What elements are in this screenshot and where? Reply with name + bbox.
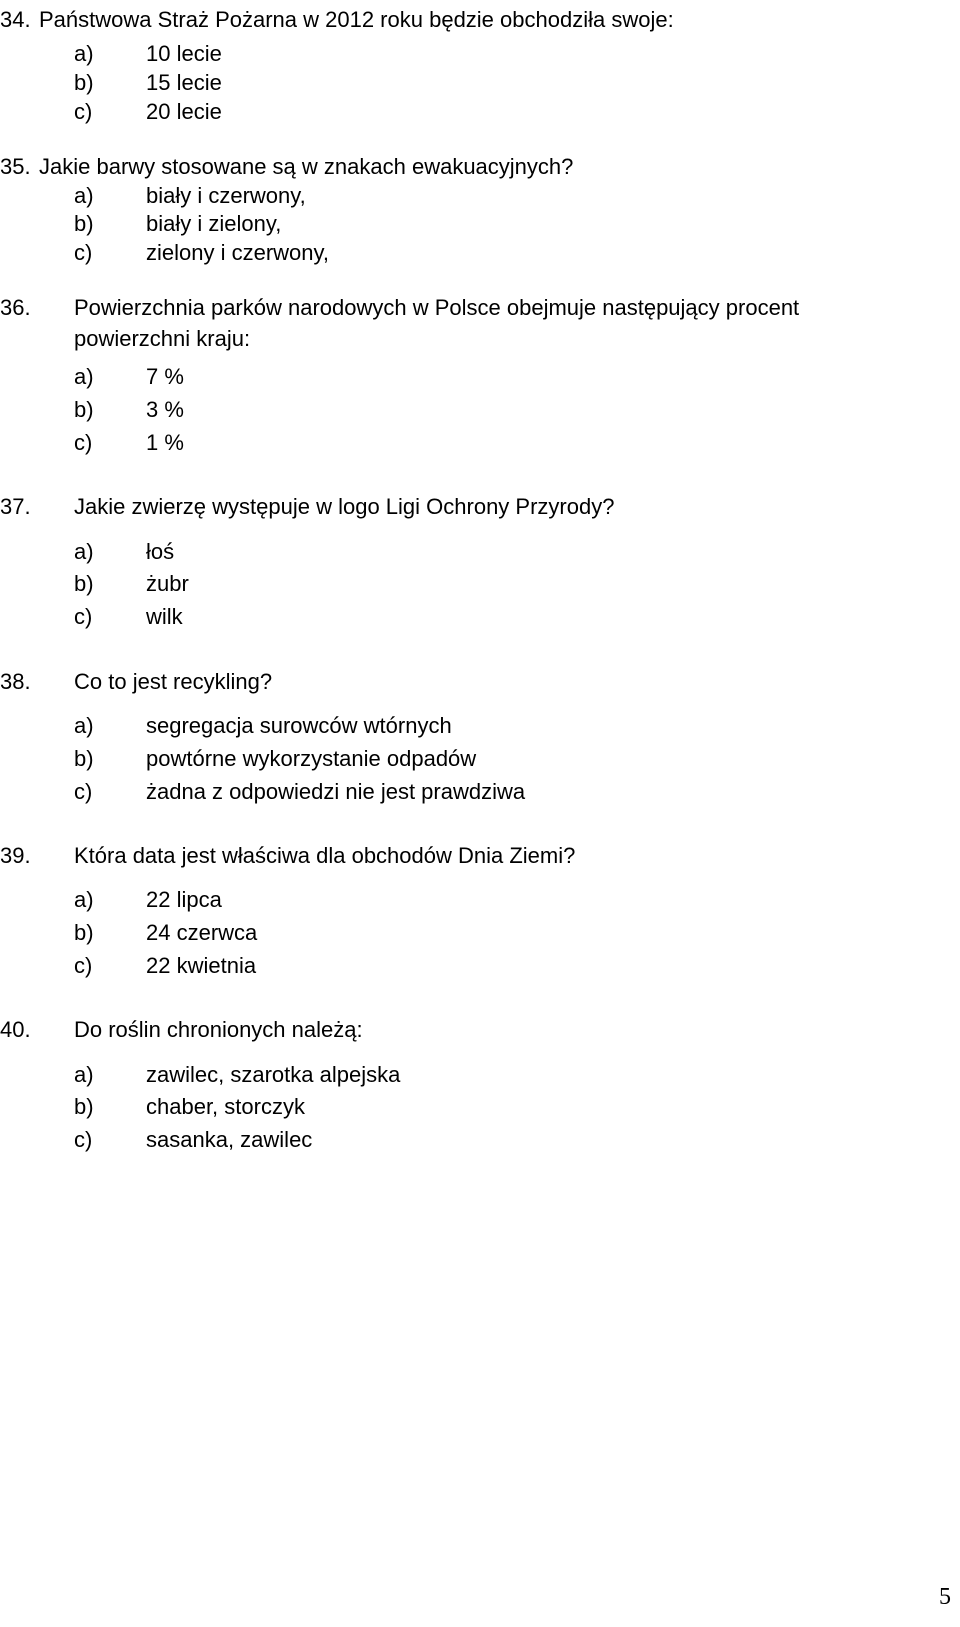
option-letter: b) [74, 746, 94, 771]
option-letter: b) [74, 397, 94, 422]
option-text: 10 lecie [146, 41, 222, 66]
option-text: segregacja surowców wtórnych [146, 713, 452, 738]
question-number: 38. [0, 669, 31, 694]
option-letter: b) [74, 920, 94, 945]
question-text: Do roślin chronionych należą: [74, 1017, 363, 1042]
option-letter: c) [74, 240, 93, 265]
question-number: 34. [0, 7, 31, 32]
option-letter: c) [74, 604, 93, 629]
option-text: powtórne wykorzystanie odpadów [146, 746, 477, 771]
option-text: 15 lecie [146, 70, 222, 95]
option-text: 22 lipca [146, 887, 222, 912]
question-number: 35. [0, 154, 31, 179]
option-letter: a) [74, 1062, 94, 1087]
option-letter: b) [74, 1094, 94, 1119]
option-text: 7 % [146, 364, 184, 389]
option-letter: b) [74, 211, 94, 236]
question-text: Co to jest recykling? [74, 669, 273, 694]
option-letter: c) [74, 779, 93, 804]
question-text: Jakie zwierzę występuje w logo Ligi Ochrony Przyrody? [74, 494, 615, 519]
option-text: biały i zielony, [146, 211, 282, 236]
question-number: 40. [0, 1017, 31, 1042]
option-text: 24 czerwca [146, 920, 258, 945]
option-letter: a) [74, 539, 94, 564]
option-text: 3 % [146, 397, 184, 422]
option-text: wilk [146, 604, 183, 629]
option-letter: a) [74, 887, 94, 912]
option-letter: a) [74, 713, 94, 738]
option-letter: c) [74, 953, 93, 978]
option-text: żubr [146, 571, 189, 596]
option-letter: b) [74, 571, 94, 596]
option-text: 1 % [146, 430, 184, 455]
question-number: 37. [0, 494, 31, 519]
option-text: łoś [146, 539, 175, 564]
option-letter: b) [74, 70, 94, 95]
question-text: Państwowa Straż Pożarna w 2012 roku będzie obchodziła swoje: [39, 7, 674, 32]
option-letter: c) [74, 99, 93, 124]
option-letter: a) [74, 183, 94, 208]
option-text: zielony i czerwony, [146, 240, 329, 265]
question-text-line-2: powierzchni kraju: [74, 326, 251, 351]
option-text: sasanka, zawilec [146, 1127, 313, 1152]
question-number: 36. [0, 295, 31, 320]
question-text-line-1: Powierzchnia parków narodowych w Polsce obejmuje następujący procent [74, 295, 800, 320]
option-text: żadna z odpowiedzi nie jest prawdziwa [146, 779, 526, 804]
option-text: zawilec, szarotka alpejska [146, 1062, 401, 1087]
question-number: 39. [0, 843, 31, 868]
option-letter: a) [74, 41, 94, 66]
option-text: chaber, storczyk [146, 1094, 305, 1119]
option-letter: c) [74, 430, 93, 455]
question-text: Która data jest właściwa dla obchodów Dnia Ziemi? [74, 843, 576, 868]
question-text: Jakie barwy stosowane są w znakach ewakuacyjnych? [39, 154, 574, 179]
page-number: 5 [939, 1584, 951, 1610]
option-letter: c) [74, 1127, 93, 1152]
option-text: 20 lecie [146, 99, 222, 124]
option-text: biały i czerwony, [146, 183, 306, 208]
option-text: 22 kwietnia [146, 953, 257, 978]
option-letter: a) [74, 364, 94, 389]
